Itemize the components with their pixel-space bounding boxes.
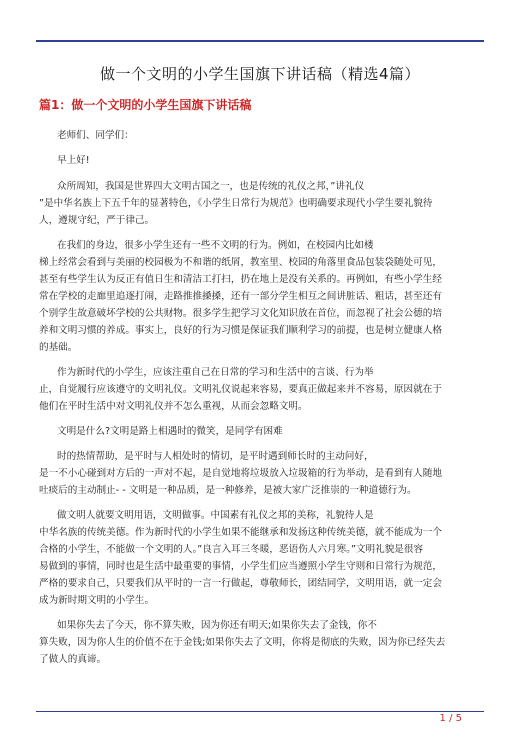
text-line: 成为新时期文明的小学生。: [39, 595, 155, 606]
header-rule: [36, 40, 484, 42]
text-line: 是一不小心碰到对方后的一声对不起，是自觉地将垃圾放入垃圾箱的行为举动，是看到有人随地: [39, 468, 442, 479]
text-line: 常在学校的走廊里追逐打闹，走路推推搡搡，还有一部分学生相互之间讲脏话、粗话，甚至还有: [39, 291, 442, 302]
page-title: 做一个文明的小学生国旗下讲话稿（精选4篇）: [99, 65, 421, 83]
text-line: 众所周知，我国是世界四大文明古国之一，也是传统的礼仪之邦，”讲礼仪: [57, 181, 365, 192]
text-line: 甚至有些学生认为反正有值日生和清洁工打扫，扔在地上是没有关系的。再例如，有些小学生经: [39, 274, 442, 285]
text-line: 在我们的身边，很多小学生还有一些不文明的行为。例如，在校园内比如楼: [57, 240, 374, 251]
text-line: 文明是什么?文明是路上相遇时的微笑，是同学有困难: [57, 426, 283, 437]
text-line: 时的热情帮助，是平时与人相处时的情切，是平时遇到师长时的主动问好，: [57, 451, 374, 462]
text-line: 老师们、同学们：: [57, 130, 134, 141]
text-line: 养和文明习惯的养成。事实上，良好的行为习惯是保证我们顺利学习的前提，也是树立健康人格: [39, 325, 442, 336]
text-line: 如果你失去了今天，你不算失败，因为你还有明天;如果你失去了金钱，你不: [57, 620, 377, 631]
text-line: 个别学生故意破坏学校的公共财物。很多学生把学习文化知识放在首位，而忽视了社会公德的培: [39, 308, 442, 319]
text-line: 易做到的事情，同时也是生活中最重要的事情，小学生们应当遵照小学生守则和日常行为规范，: [39, 561, 442, 572]
footer-rule: [36, 711, 484, 712]
text-line: 他们在平时生活中对文明礼仪并不怎么重视，从而会忽略文明。: [39, 401, 308, 412]
text-line: 梯上经常会看到与美丽的校园极为不和谐的纸屑，教室里、校园的角落里食品包装袋随处可见，: [39, 257, 442, 268]
text-line: 严格的要求自己，只要我们从平时的一言一行做起，尊敬师长，团结同学，文明用语，就一定会: [39, 578, 442, 589]
text-line: 做文明人就要文明用语，文明做事。中国素有礼仪之邦的美称，礼貌待人是: [57, 510, 374, 521]
text-line: 作为新时代的小学生，应该注重自己在日常的学习和生活中的言谈、行为举: [57, 367, 374, 378]
text-line: 吐痰后的主动制止- - 文明是一种品质，是一种修养，是被大家广泛推崇的一种道德行为。: [39, 485, 417, 496]
text-line: 人，遵规守纪，严于律己。: [39, 215, 155, 226]
text-line: 的基础。: [39, 342, 78, 353]
text-line: 算失败，因为你人生的价值不在于金钱;如果你失去了文明，你将是彻底的失败，因为你已经失去: [39, 637, 446, 648]
text-line: 了做人的真谛。: [39, 654, 107, 665]
text-line: 中华名族的传统美德。作为新时代的小学生如果不能继承和发扬这种传统美德，就不能成为一个: [39, 527, 442, 538]
text-line: 早上好!: [57, 155, 90, 166]
page-indicator: 1 / 5: [439, 713, 462, 724]
text-line: 止，自觉履行应该遵守的文明礼仪。文明礼仪说起来容易，要真正做起来并不容易，原因就在于: [39, 384, 442, 395]
text-line: 合格的小学生，不能做一个文明的人。”良言入耳三冬暖，恶语伤人六月寒。”文明礼貌是很容: [39, 544, 424, 555]
text-line: ”是中华名族上下五千年的显著特色，《小学生日常行为规范》也明确要求现代小学生要礼貌待: [39, 198, 433, 209]
section-heading: 篇1：做一个文明的小学生国旗下讲话稿: [39, 98, 252, 112]
